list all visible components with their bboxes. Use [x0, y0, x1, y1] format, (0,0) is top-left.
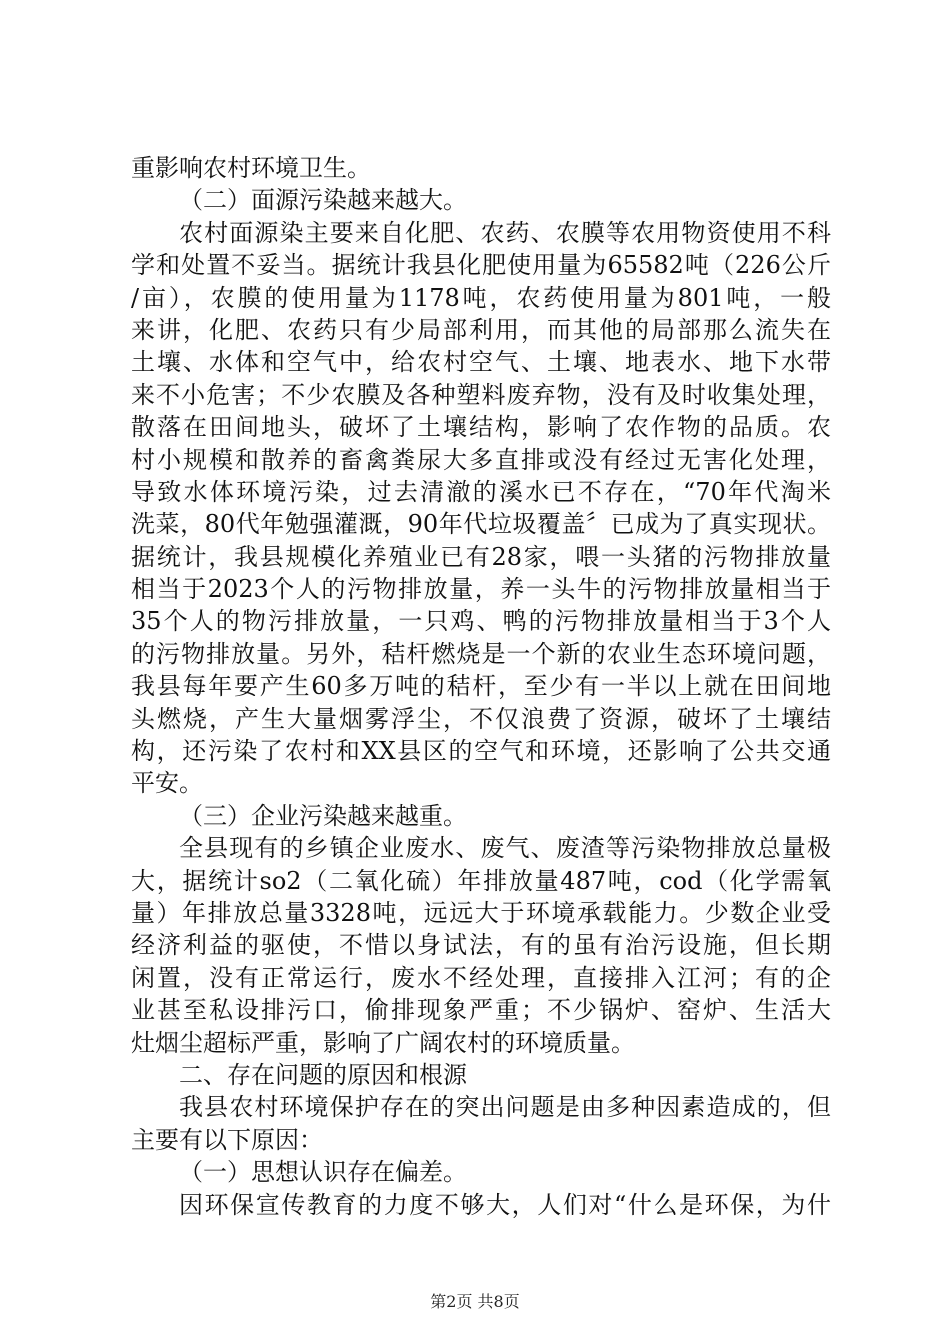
text-line: 头燃烧，产生大量烟雾浮尘，不仅浪费了资源，破坏了土壤结 — [131, 704, 831, 733]
text-line: 因环保宣传教育的力度不够大，人们对“什么是环保，为什 — [179, 1190, 831, 1219]
text-line: /亩），农膜的使用量为1178吨，农药使用量为801吨，一般 — [131, 283, 831, 312]
text-line: 全县现有的乡镇企业废水、废气、废渣等污染物排放总量极 — [179, 834, 831, 863]
text-line: 灶烟尘超标严重，影响了广阔农村的环境质量。 — [131, 1028, 635, 1057]
text-line: 重影响农村环境卫生。 — [131, 154, 371, 182]
text-line: 来不小危害；不少农膜及各种塑料废弃物，没有及时收集处理， — [131, 380, 831, 409]
text-line: 来讲，化肥、农药只有少局部利用，而其他的局部那么流失在 — [131, 315, 831, 344]
text-line: 农村面源染主要来自化肥、农药、农膜等农用物资使用不科 — [179, 218, 831, 247]
text-line: 二、存在问题的原因和根源 — [179, 1060, 467, 1089]
text-line: 量）年排放总量3328吨，远远大于环境承载能力。少数企业受 — [131, 898, 831, 927]
text-line: 我县农村环境保护存在的突出问题是由多种因素造成的，但 — [179, 1093, 831, 1122]
text-line: 据统计，我县规模化养殖业已有28家，喂一头猪的污物排放量 — [131, 542, 831, 571]
text-line: （一）思想认识存在偏差。 — [179, 1158, 467, 1187]
page-footer — [0, 1292, 950, 1312]
text-line: 业甚至私设排污口，偷排现象严重；不少锅炉、窑炉、生活大 — [131, 996, 831, 1025]
text-line: 学和处置不妥当。据统计我县化肥使用量为65582吨（226公斤 — [131, 251, 831, 280]
text-line: 构，还污染了农村和XX县区的空气和环境，还影响了公共交通 — [131, 737, 831, 766]
text-line: 35个人的物污排放量，一只鸡、鸭的污物排放量相当于3个人 — [131, 607, 831, 636]
text-line: 经济利益的驱使，不惜以身试法，有的虽有治污设施，但长期 — [131, 931, 831, 960]
text-line: 平安。 — [131, 769, 203, 798]
document-body — [131, 152, 831, 1221]
text-line: 散落在田间地头，破坏了土壤结构，影响了农作物的品质。农 — [131, 413, 831, 442]
text-line: 相当于2023个人的污物排放量，养一头牛的污物排放量相当于 — [131, 575, 831, 604]
text-line: 洗菜，80代年勉强灌溉，90年代垃圾覆盖〞已成为了真实现状。 — [131, 510, 831, 539]
text-line: 土壤、水体和空气中，给农村空气、土壤、地表水、地下水带 — [131, 348, 831, 377]
text-line: 大，据统计so2（二氧化硫）年排放量487吨，cod（化学需氧 — [131, 866, 831, 895]
text-line: 主要有以下原因： — [131, 1125, 323, 1154]
text-line: 的污物排放量。另外，秸杆燃烧是一个新的农业生态环境问题， — [131, 639, 831, 668]
text-line: 我县每年要产生60多万吨的秸杆，至少有一半以上就在田间地 — [131, 672, 831, 701]
text-line: 导致水体环境污染，过去清澈的溪水已不存在，“70年代淘米 — [131, 477, 831, 506]
text-line: 闲置，没有正常运行，废水不经处理，直接排入江河；有的企 — [131, 963, 831, 992]
text-line: （二）面源污染越来越大。 — [179, 186, 467, 215]
text-line: 村小规模和散养的畜禽粪尿大多直排或没有经过无害化处理， — [131, 445, 831, 474]
page-number-label: 第2页 共8页 — [430, 1292, 520, 1311]
text-line: （三）企业污染越来越重。 — [179, 801, 467, 830]
